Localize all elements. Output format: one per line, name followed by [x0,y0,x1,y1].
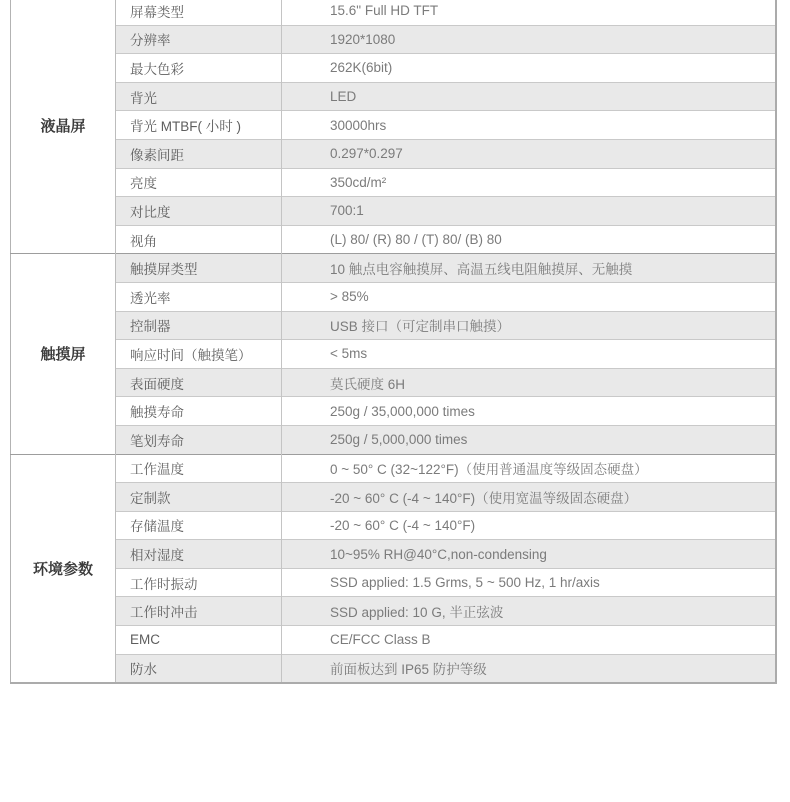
table-row [11,225,776,254]
spec-param-cell: 亮度 [116,168,282,197]
spec-param-cell: 对比度 [116,197,282,226]
table-row [11,340,776,369]
spec-param-cell: 透光率 [116,282,282,311]
spec-value-cell: CE/FCC Class B [282,626,776,655]
spec-param-cell: 工作时振动 [116,568,282,597]
section-label: 环境参数 [11,454,116,683]
spec-value-cell: 0.297*0.297 [282,139,776,168]
spec-table [10,0,777,684]
spec-value-cell: SSD applied: 10 G, 半正弦波 [282,597,776,626]
spec-param-cell: 笔划寿命 [116,425,282,454]
spec-param-cell: 存储温度 [116,511,282,540]
spec-param-cell: 屏幕类型 [116,0,282,25]
spec-value-cell: 15.6" Full HD TFT [330,3,439,19]
spec-value-cell: SSD applied: 1.5 Grms, 5 ~ 500 Hz, 1 hr/axis [282,568,776,597]
spec-value-cell: -20 ~ 60° C (-4 ~ 140°F)（使用宽温等级固态硬盘） [282,483,776,512]
table-row [11,25,776,54]
table-row [11,197,776,226]
spec-value-cell: 350cd/m² [282,168,776,197]
spec-param-cell: 响应时间（触摸笔） [116,340,282,369]
spec-value-cell: 700:1 [282,197,776,226]
section-label: 液晶屏 [11,0,116,254]
table-row [11,568,776,597]
spec-param-cell: 表面硬度 [116,368,282,397]
spec-param-cell: 最大色彩 [116,54,282,83]
spec-param-cell: 背光 MTBF( 小时 ) [116,111,282,140]
spec-value-cell: 30000hrs [282,111,776,140]
section-label: 触摸屏 [11,254,116,454]
table-row [11,597,776,626]
table-row [11,168,776,197]
table-row [11,654,776,683]
spec-param-cell: 定制款 [116,483,282,512]
table-row [11,111,776,140]
table-row [11,54,776,83]
table-row [11,311,776,340]
spec-value-cell: 前面板达到 IP65 防护等级 [282,654,776,683]
spec-param-cell: 防水 [116,654,282,683]
table-row [11,254,776,283]
table-row [11,483,776,512]
table-row [11,0,776,25]
spec-value-cell: < 5ms [282,340,776,369]
spec-param-cell: 相对湿度 [116,540,282,569]
table-row [11,139,776,168]
spec-table-body [11,0,776,683]
spec-value-cell: 250g / 5,000,000 times [282,425,776,454]
spec-param-cell: 分辨率 [116,25,282,54]
spec-value-cell: 10~95% RH@40°C,non-condensing [282,540,776,569]
spec-param-cell: 像素间距 [116,139,282,168]
table-row [11,368,776,397]
spec-param-cell: 工作时冲击 [116,597,282,626]
table-row [11,511,776,540]
spec-param-cell: 触摸寿命 [116,397,282,426]
spec-value-cell: USB 接口（可定制串口触摸） [282,311,776,340]
table-row [11,282,776,311]
spec-value-cell: -20 ~ 60° C (-4 ~ 140°F) [282,511,776,540]
spec-param-cell: EMC [116,626,282,655]
spec-param-cell: 工作温度 [116,454,282,483]
table-row [11,397,776,426]
table-row [11,82,776,111]
spec-value-cell: 262K(6bit) [282,54,776,83]
spec-param-cell: 触摸屏类型 [116,254,282,283]
table-row [11,626,776,655]
spec-value-cell: 1920*1080 [282,25,776,54]
spec-param-cell: 背光 [116,82,282,111]
spec-value-cell: (L) 80/ (R) 80 / (T) 80/ (B) 80 [282,225,776,254]
spec-value-cell: LED [282,82,776,111]
spec-value-cell: 10 触点电容触摸屏、高温五线电阻触摸屏、无触摸 [282,254,776,283]
table-row [11,454,776,483]
table-row [11,425,776,454]
spec-param-cell: 控制器 [116,311,282,340]
table-row [11,540,776,569]
spec-value-cell: > 85% [282,282,776,311]
spec-param-cell: 视角 [116,225,282,254]
spec-value-cell: 250g / 35,000,000 times [282,397,776,426]
spec-value-cell: 莫氏硬度 6H [282,368,776,397]
spec-value-cell: 0 ~ 50° C (32~122°F)（使用普通温度等级固态硬盘） [282,454,776,483]
